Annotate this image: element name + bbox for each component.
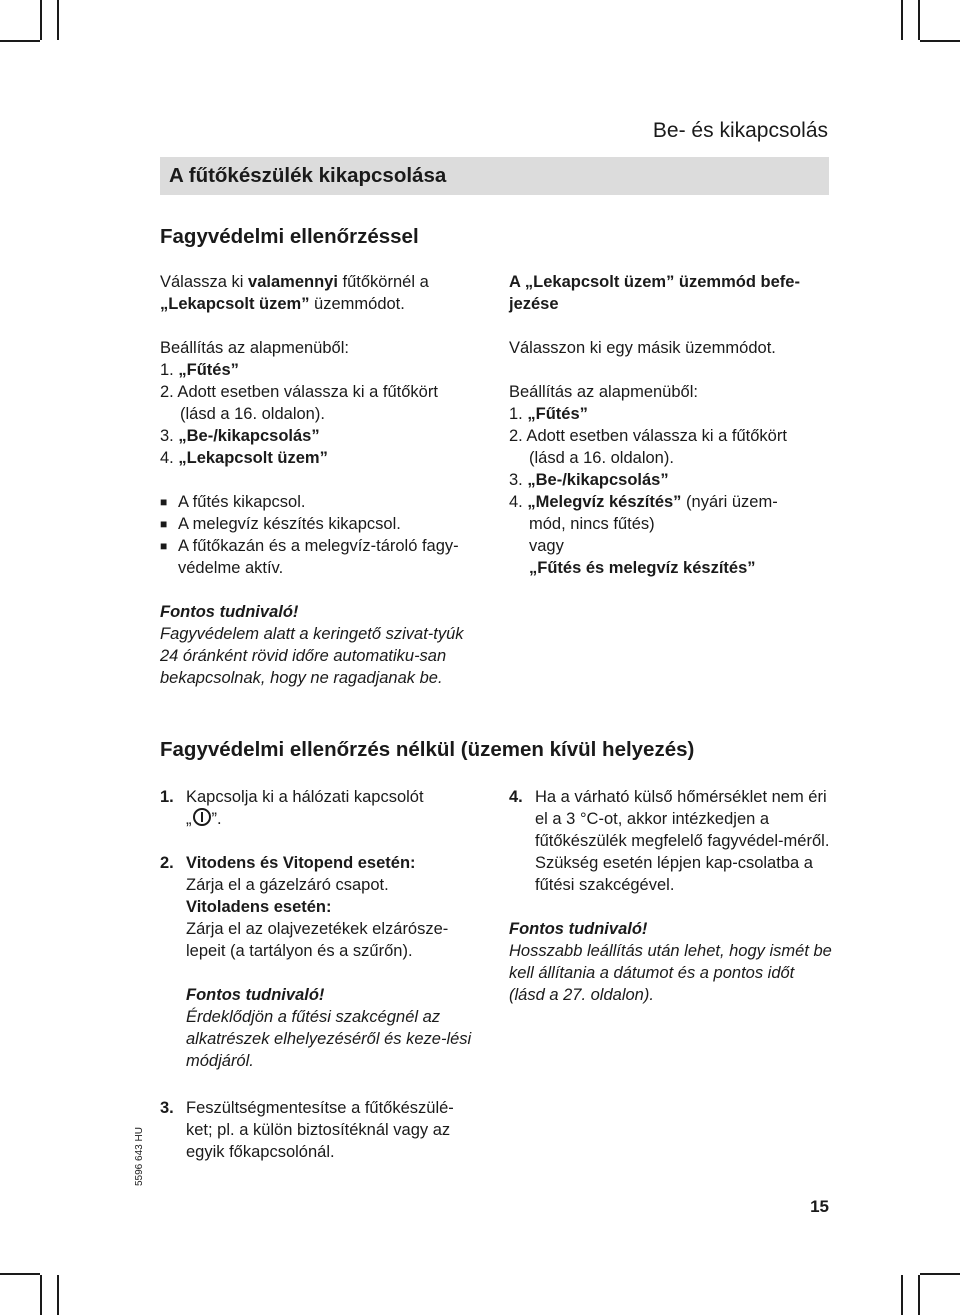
bullet-item: ■ A fűtőkazán és a melegvíz-tároló fagy-védelme aktív.	[160, 535, 478, 579]
crop-mark	[0, 40, 40, 42]
note-text: Fagyvédelem alatt a keringető szivat-tyúk 24 óránként rövid időre automatiku-san bekapcsolnak, hogy ne ragadjanak be.	[160, 625, 464, 687]
crop-mark	[40, 1275, 42, 1315]
decommission-heading: Fagyvédelmi ellenőrzés nélkül (üzemen kívül helyezés)	[160, 738, 695, 761]
step-2-cont: (lásd a 16. oldalon).	[529, 449, 674, 467]
or-text: vagy	[529, 537, 564, 555]
running-head: Be- és kikapcsolás	[652, 119, 828, 142]
intro-paragraph: Válassza ki valamennyi fűtőkörnél a „Lekapcsolt üzem” üzemmódot.	[160, 273, 429, 313]
alt-mode: „Fűtés és melegvíz készítés”	[529, 559, 756, 577]
step-1: 1. „Fűtés”	[160, 361, 239, 379]
step-1: 1. Kapcsolja ki a hálózati kapcsolót „ ”.	[160, 788, 424, 828]
note-title: Fontos tudnivaló!	[509, 920, 648, 938]
note-title: Fontos tudnivaló!	[160, 603, 299, 621]
bullet-item: ■ A fűtés kikapcsol.	[160, 491, 485, 513]
step-4: 4. „Lekapcsolt üzem”	[160, 449, 328, 467]
crop-mark	[918, 0, 920, 40]
step-4-cont: mód, nincs fűtés)	[529, 515, 655, 533]
decommission-step-3: 3. Feszültségmentesítse a fűtőkészülé-ket; pl. a külön biztosítéknál vagy az egyik főkapcsolónál.	[160, 1099, 454, 1161]
step-2: 2. Adott esetben válassza ki a fűtőkört	[509, 427, 787, 445]
crop-mark	[918, 1275, 920, 1315]
step-1: 1. „Fűtés”	[509, 405, 588, 423]
crop-mark	[901, 1275, 903, 1315]
crop-mark	[920, 1273, 960, 1275]
end-mode-column	[509, 271, 839, 579]
decommission-left-column	[160, 786, 480, 1094]
step-2-cont: (lásd a 16. oldalon).	[180, 405, 325, 423]
crop-mark	[57, 0, 59, 40]
crop-mark	[901, 0, 903, 40]
step-4: 4. Ha a várható külső hőmérséklet nem éri el a 3 °C-ot, akkor intézkedjen a fűtőkészülék megfelelő fagyvédel-méről. Szükség esetén lépjen kap-csolatba a fűtési szakcégével.	[509, 788, 830, 894]
step-2: 2. Adott esetben válassza ki a fűtőkört	[160, 383, 438, 401]
crop-mark	[40, 0, 42, 40]
step-4: 4. „Melegvíz készítés” (nyári üzem-	[509, 493, 778, 511]
step-2: 2. Vitodens és Vitopend esetén: Zárja el a gázelzáró csapot. Vitoladens esetén: Zárja el az olajvezetékek elzárósze-lepeit (a tartályon és a szűrőn).	[160, 854, 449, 960]
bullet-item: ■ A melegvíz készítés kikapcsol.	[160, 513, 485, 535]
end-mode-heading: A „Lekapcsolt üzem” üzemmód befe-jezése	[509, 273, 800, 313]
frost-protection-heading: Fagyvédelmi ellenőrzéssel	[160, 225, 419, 248]
crop-mark	[0, 1273, 40, 1275]
document-id: 5596 643 HU	[134, 1127, 145, 1186]
power-switch-icon	[193, 808, 211, 826]
settings-label: Beállítás az alapmenüből:	[160, 339, 349, 357]
frost-protection-column	[160, 271, 485, 689]
crop-mark	[920, 40, 960, 42]
step-3: 3. „Be-/kikapcsolás”	[509, 471, 669, 489]
section-title: A fűtőkészülék kikapcsolása	[160, 157, 829, 195]
page-number: 15	[810, 1197, 829, 1216]
decommission-right-column	[509, 786, 834, 1006]
step-2-note: Fontos tudnivaló! Érdeklődjön a fűtési szakcégnél az alkatrészek elhelyezéséről és keze-lési módjáról.	[186, 986, 472, 1070]
choose-text: Válasszon ki egy másik üzemmódot.	[509, 339, 776, 357]
note-text: Hosszabb leállítás után lehet, hogy ismét be kell állítania a dátumot és a pontos időt (lásd a 27. oldalon).	[509, 942, 832, 1004]
settings-label: Beállítás az alapmenüből:	[509, 383, 698, 401]
step-3: 3. „Be-/kikapcsolás”	[160, 427, 320, 445]
crop-mark	[57, 1275, 59, 1315]
